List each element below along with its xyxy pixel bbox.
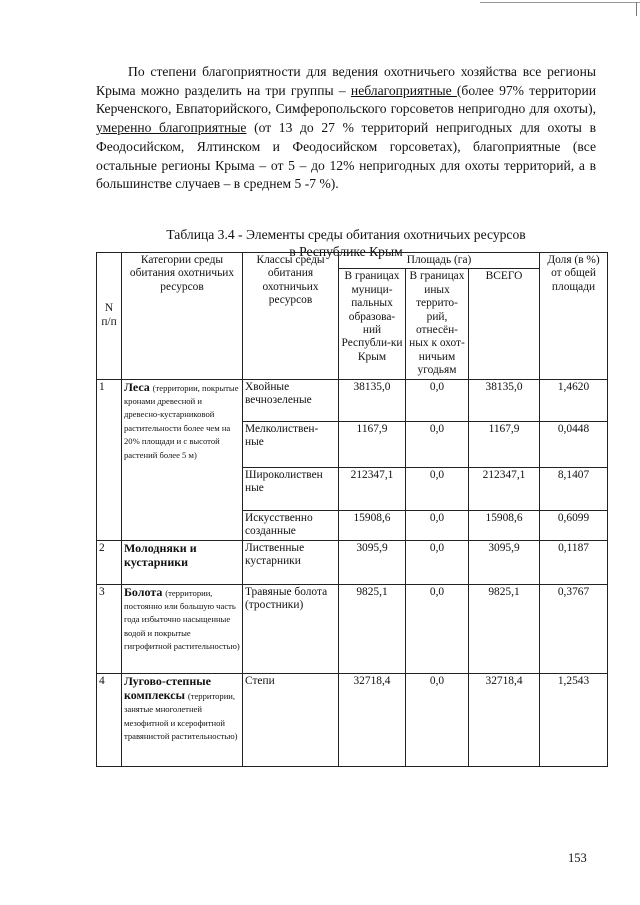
area-total-cell: 1167,9 (469, 421, 540, 467)
paragraph-text-2: (более 97% территории Керченского, Евпаторийского, Симферопольского горсоветов непригодно для охоты), (96, 82, 596, 117)
category-description: (территории, постоянно или большую часть года избыточно насыщенные водой и покрытые гигрофитной растительностью) (124, 587, 240, 652)
class-cell: Хвойные вечнозеленые (243, 379, 339, 421)
header-number: N п/п (97, 253, 122, 380)
area-municipal-cell: 1167,9 (339, 421, 406, 467)
area-municipal-cell: 15908,6 (339, 510, 406, 540)
category-name: Лугово-степные комплексы (124, 673, 211, 703)
share-cell: 8,1407 (540, 467, 608, 510)
table-row (97, 584, 608, 673)
paragraph-text-3: (от 13 до 27 % территорий непригодных для охоты в Феодосийском, Ялтинском и Феодосийском горсоветах), благоприятные (все остальные регионы Крыма – от 5 – до 12% непригодных для охоты территорий, а в большинстве случаев – в среднем 5 -7 %). (96, 120, 596, 192)
table-body (97, 379, 608, 766)
category-description: (территории, занятые многолетней мезофитной и ксерофитной травянистой растительностью) (124, 691, 238, 742)
table-row (97, 379, 608, 421)
area-other-cell: 0,0 (406, 673, 469, 766)
category-name: Молодняки и кустарники (124, 540, 197, 570)
header-area-total: ВСЕГО (469, 269, 540, 379)
row-number: 3 (97, 584, 122, 673)
share-cell: 0,6099 (540, 510, 608, 540)
area-total-cell: 9825,1 (469, 584, 540, 673)
class-cell: Лиственные кустарники (243, 540, 339, 584)
area-total-cell: 212347,1 (469, 467, 540, 510)
category-cell (122, 584, 243, 673)
area-other-cell: 0,0 (406, 467, 469, 510)
row-number: 1 (97, 379, 122, 540)
page-number: 153 (568, 851, 587, 865)
share-cell: 1,2543 (540, 673, 608, 766)
header-class: Классы среды обитания охотничьих ресурсов (243, 253, 339, 380)
share-cell: 0,0448 (540, 421, 608, 467)
table-caption-line-1: Таблица 3.4 - Элементы среды обитания охотничьих ресурсов (166, 227, 526, 242)
area-other-cell: 0,0 (406, 379, 469, 421)
area-total-cell: 3095,9 (469, 540, 540, 584)
scan-edge-line (480, 2, 640, 3)
row-number: 2 (97, 540, 122, 584)
scan-edge-mark (636, 2, 637, 16)
header-area: Площадь (га) (339, 253, 540, 269)
class-cell: Мелколиствен-ные (243, 421, 339, 467)
category-description: (территории, покрытые кронами древесной и древесно-кустарниковой растительности более чем на 20% площади и с высотой растений более 5 м) (124, 382, 239, 460)
table-row (97, 540, 608, 584)
category-cell (122, 673, 243, 766)
class-cell: Искусственно созданные (243, 510, 339, 540)
area-other-cell: 0,0 (406, 421, 469, 467)
table-header-row-1 (97, 253, 608, 269)
area-municipal-cell: 3095,9 (339, 540, 406, 584)
header-category: Категории среды обитания охотничьих ресурсов (122, 253, 243, 380)
area-municipal-cell: 212347,1 (339, 467, 406, 510)
paragraph-text-1: По степени благоприятности для ведения охотничьего хозяйства все регионы Крыма можно разделить на три группы – (96, 64, 596, 98)
category-name: Леса (124, 379, 150, 394)
row-number: 4 (97, 673, 122, 766)
share-cell: 0,1187 (540, 540, 608, 584)
category-cell (122, 540, 243, 584)
share-cell: 1,4620 (540, 379, 608, 421)
area-municipal-cell: 32718,4 (339, 673, 406, 766)
intro-paragraph (96, 63, 596, 194)
header-area-other: В границах иных террито-рий, отнесён-ных к охот-ничьим угодьям (406, 269, 469, 379)
area-municipal-cell: 38135,0 (339, 379, 406, 421)
area-other-cell: 0,0 (406, 540, 469, 584)
share-cell: 0,3767 (540, 584, 608, 673)
area-other-cell: 0,0 (406, 510, 469, 540)
area-total-cell: 38135,0 (469, 379, 540, 421)
area-total-cell: 15908,6 (469, 510, 540, 540)
paragraph-underlined-2: умеренно благоприятные (96, 120, 247, 136)
category-cell (122, 379, 243, 540)
category-name: Болота (124, 584, 163, 599)
class-cell: Травяные болота (тростники) (243, 584, 339, 673)
table-row (97, 673, 608, 766)
area-total-cell: 32718,4 (469, 673, 540, 766)
area-other-cell: 0,0 (406, 584, 469, 673)
header-area-municipal: В границах муници-пальных образова-ний Республи-ки Крым (339, 269, 406, 379)
header-share: Доля (в %) от общей площади (540, 253, 608, 380)
class-cell: Степи (243, 673, 339, 766)
paragraph-underlined-1: неблагоприятные (350, 82, 457, 98)
table-caption-line-2: в Республике Крым (289, 244, 403, 259)
habitat-table (96, 252, 608, 767)
area-municipal-cell: 9825,1 (339, 584, 406, 673)
class-cell: Широколиствен ные (243, 467, 339, 510)
